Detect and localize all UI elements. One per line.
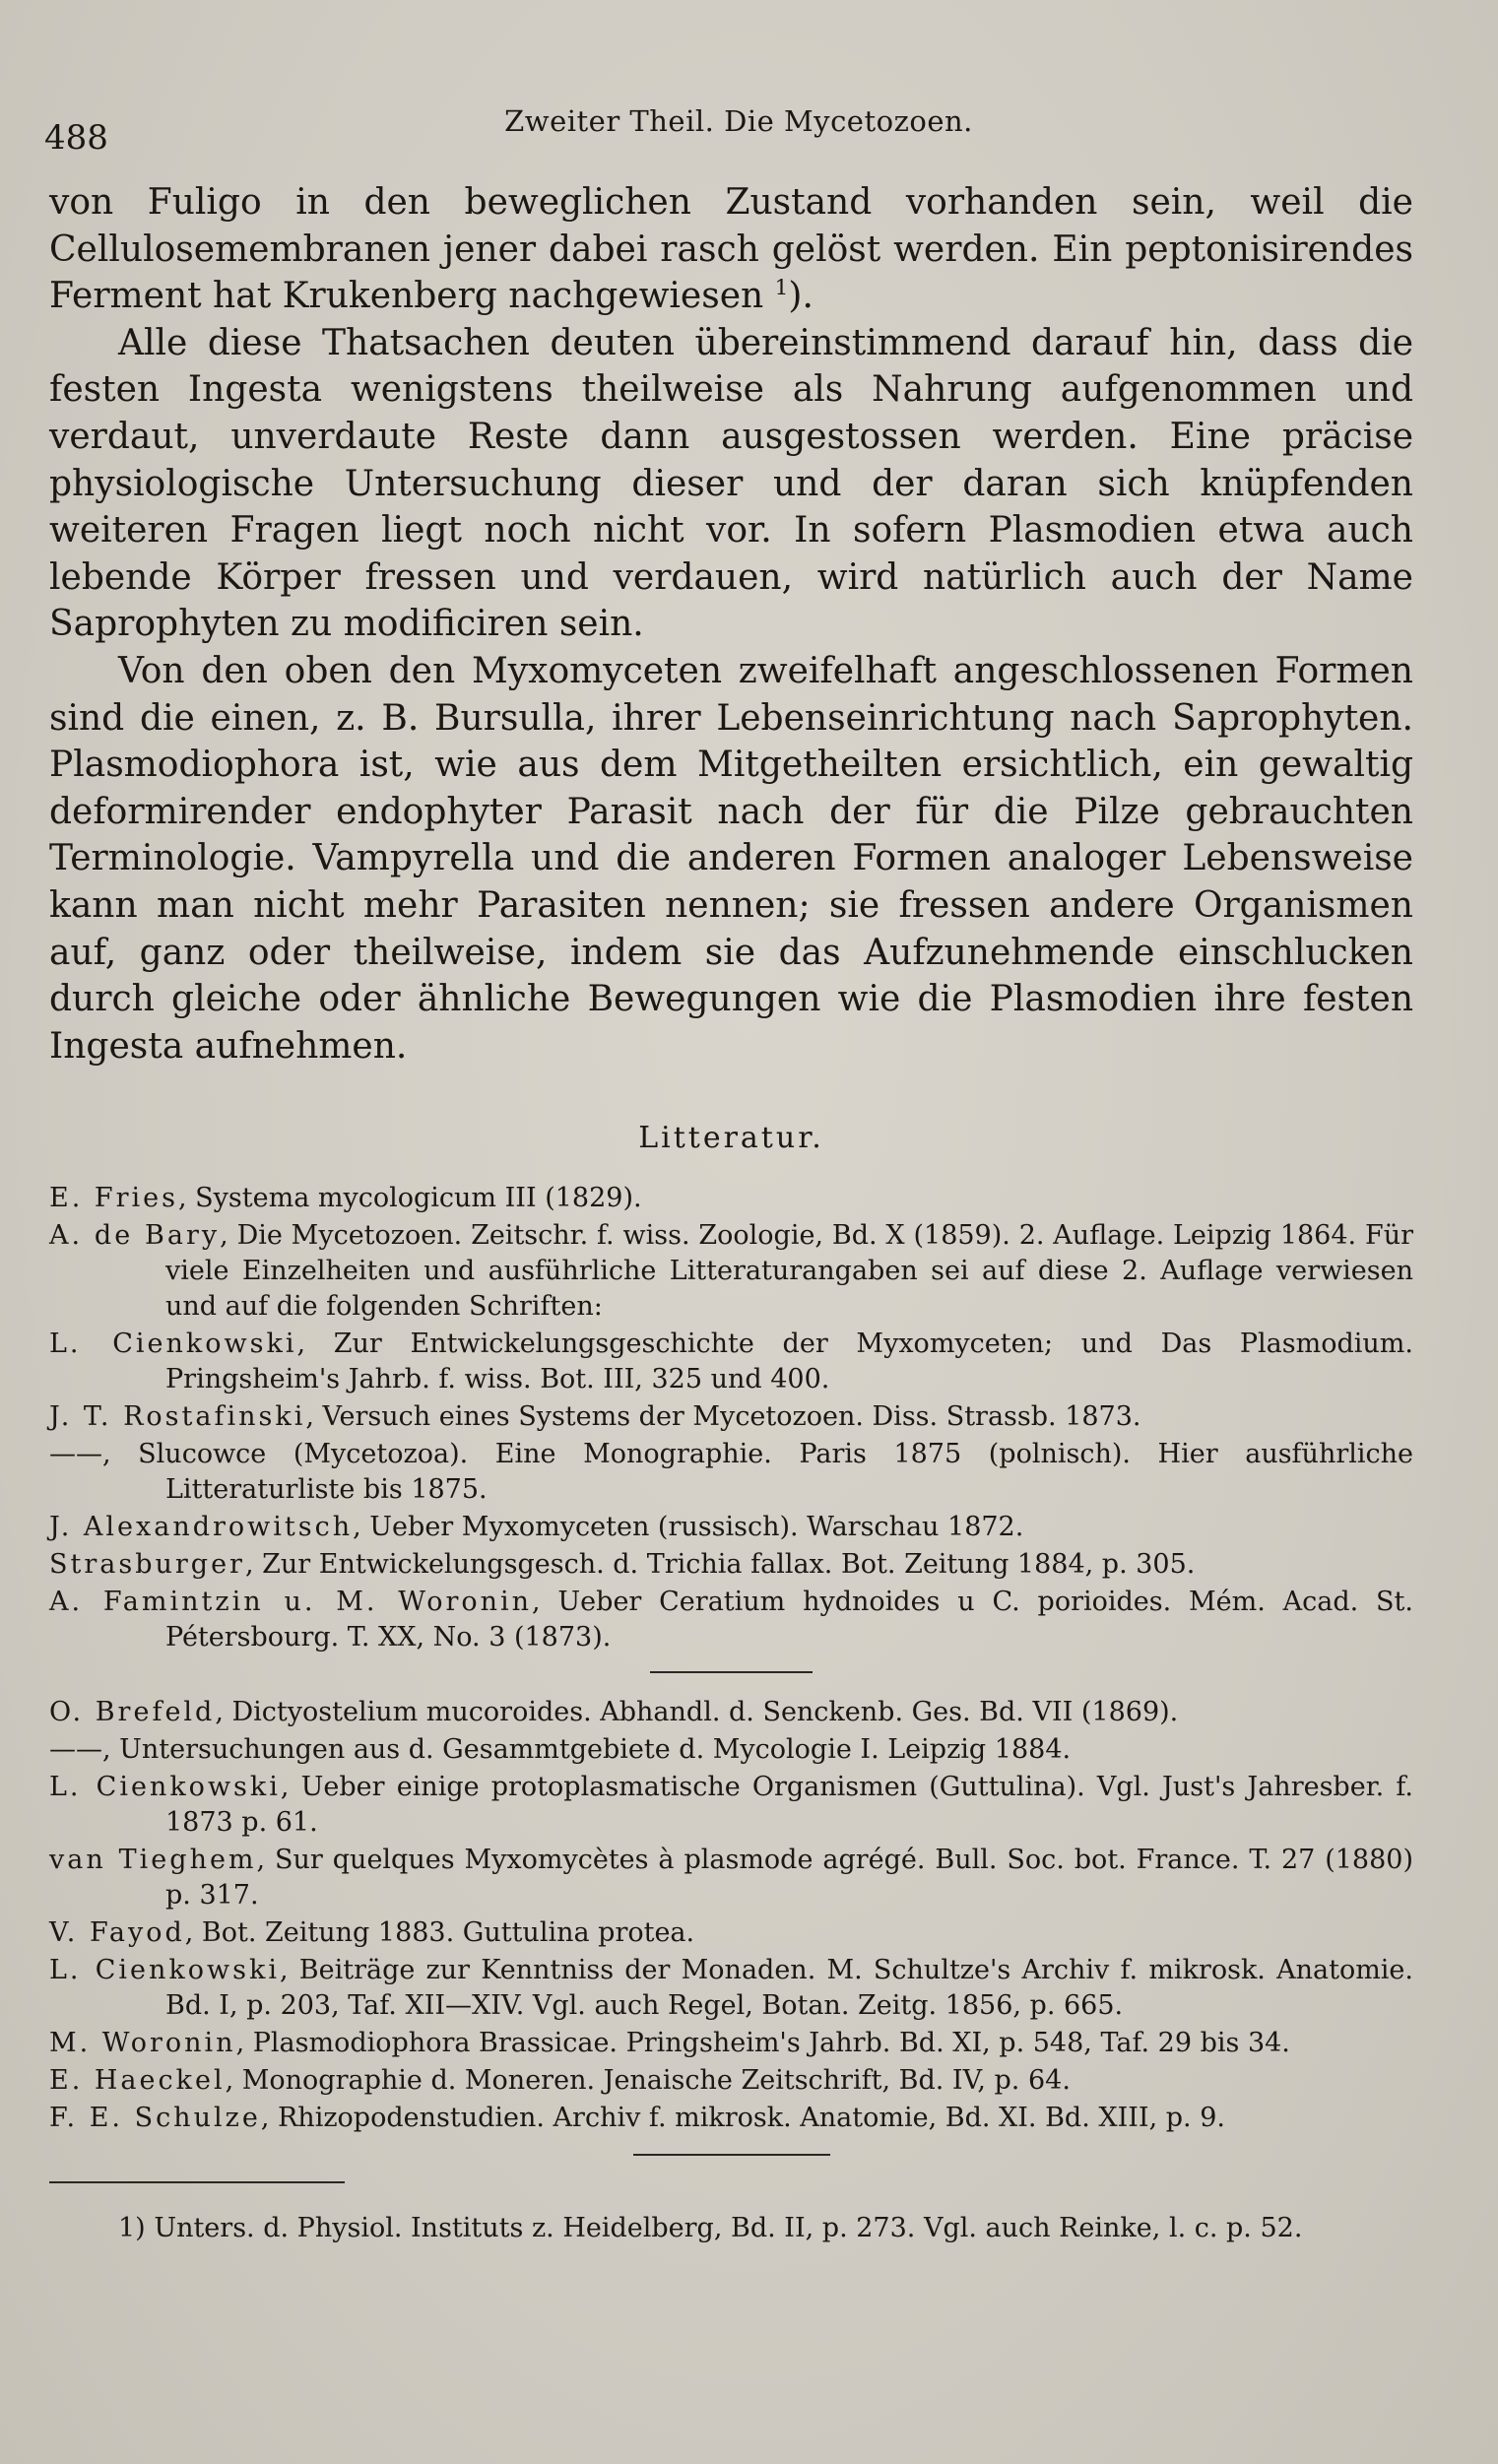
reference-item (49, 1732, 1413, 1768)
reference-author: E. Haeckel (49, 2065, 226, 2097)
reference-item (49, 1399, 1413, 1435)
footnote-marker: 1) (118, 2213, 146, 2244)
page-number: 488 (44, 118, 108, 158)
reference-item (49, 2101, 1413, 2136)
literature-list-2 (49, 1695, 1413, 2136)
paragraph-1-tail: ). (788, 276, 814, 317)
reference-item (49, 2063, 1413, 2099)
reference-author: van Tieghem (49, 1845, 257, 1876)
reference-item (49, 1770, 1413, 1841)
reference-item (49, 1181, 1413, 1216)
paragraph-1 (49, 179, 1413, 320)
section-divider (650, 1671, 813, 1673)
reference-text: , Sur quelques Myxomycètes à plasmode agrégé. Bull. Soc. bot. France. T. 27 (1880) p. 317. (165, 1845, 1414, 1912)
section-divider (633, 2154, 830, 2156)
reference-author: V. Fayod (49, 1917, 185, 1949)
reference-text: , Plasmodiophora Brassicae. Pringsheim's Jahrb. Bd. XI, p. 548, Taf. 29 bis 34. (235, 2028, 1290, 2059)
reference-item (49, 1915, 1413, 1951)
reference-item (49, 1695, 1413, 1730)
reference-item (49, 1327, 1413, 1397)
reference-item (49, 1437, 1413, 1508)
reference-text: , Slucowce (Mycetozoa). Eine Monographie. Paris 1875 (polnisch). Hier ausführliche Litteraturliste bis 1875. (102, 1439, 1413, 1506)
reference-author: L. Cienkowski (49, 1772, 281, 1803)
footnote-ref: 1 (774, 276, 789, 301)
page-header (39, 98, 1438, 158)
reference-author: O. Brefeld (49, 1697, 216, 1728)
reference-text: , Zur Entwickelungsgeschichte der Myxomyceten; und Das Plasmodium. Pringsheim's Jahrb. f. wiss. Bot. III, 325 und 400. (165, 1329, 1413, 1395)
literature-list-1 (49, 1181, 1413, 1655)
reference-author: —— (49, 1734, 102, 1766)
reference-text: , Systema mycologicum III (1829). (178, 1183, 642, 1214)
literature-heading: Litteratur. (638, 1121, 824, 1156)
reference-author: J. Alexandrowitsch (49, 1512, 354, 1543)
paragraph-3: Von den oben den Myxomyceten zweifelhaft angeschlossenen Formen sind die einen, z. B. Bursulla, ihrer Lebenseinrichtung nach Saprophyten. Plasmodiophora ist, wie aus dem Mitgetheilten ersichtlich, ein gewaltig deformirender endophyter Parasit nach der für die Pilze gebrauchten Terminologie. Vampyrella und die anderen Formen analoger Lebensweise kann man nicht mehr Parasiten nennen; sie fressen andere Organismen auf, ganz oder theilweise, indem sie das Aufzunehmende einschlucken durch gleiche oder ähnliche Bewegungen wie die Plasmodien ihre festen Ingesta aufnehmen. (49, 650, 1413, 1067)
paragraph-1-text: von Fuligo in den beweglichen Zustand vorhanden sein, weil die Cellulosemembranen jener dabei rasch gelöst werden. Ein peptonisirendes Ferment hat Krukenberg nachgewiesen (49, 182, 1413, 317)
reference-item (49, 2026, 1413, 2061)
reference-item (49, 1218, 1413, 1325)
reference-text: , Monographie d. Moneren. Jenaische Zeitschrift, Bd. IV, p. 64. (225, 2065, 1071, 2097)
page-body (49, 179, 1413, 2246)
footnote-divider (49, 2181, 345, 2183)
paragraph-2: Alle diese Thatsachen deuten übereinstimmend darauf hin, dass die festen Ingesta wenigstens theilweise als Nahrung aufgenommen und verdaut, unverdaute Reste dann ausgestossen werden. Eine präcise physiologische Untersuchung dieser und der daran sich knüpfenden weiteren Fragen liegt noch nicht vor. In sofern Plasmodien etwa auch lebende Körper fressen und verdauen, wird natürlich auch der Name Saprophyten zu modificiren sein. (49, 322, 1413, 645)
footnote-text: Unters. d. Physiol. Instituts z. Heidelberg, Bd. II, p. 273. Vgl. auch Reinke, l. c. p. 52. (154, 2213, 1303, 2244)
reference-item (49, 1510, 1413, 1545)
reference-item (49, 1953, 1413, 2024)
reference-text: , Die Mycetozoen. Zeitschr. f. wiss. Zoologie, Bd. X (1859). 2. Auflage. Leipzig 1864. Für viele Einzelheiten und ausführliche Litteraturangaben sei auf diese 2. Auflage verwiesen und auf die folgenden Schriften: (165, 1220, 1413, 1323)
reference-author: L. Cienkowski (49, 1329, 297, 1360)
reference-text: , Bot. Zeitung 1883. Guttulina protea. (184, 1917, 695, 1949)
running-head: Zweiter Theil. Die Mycetozoen. (504, 104, 973, 138)
reference-author: J. T. Rostafinski (49, 1401, 306, 1433)
reference-item (49, 1843, 1413, 1913)
reference-author: E. Fries (49, 1183, 178, 1214)
reference-author: L. Cienkowski (49, 1955, 280, 1986)
reference-text: , Versuch eines Systems der Mycetozoen. Diss. Strassb. 1873. (305, 1401, 1141, 1433)
reference-text: , Zur Entwickelungsgesch. d. Trichia fallax. Bot. Zeitung 1884, p. 305. (244, 1549, 1196, 1581)
reference-text: , Rhizopodenstudien. Archiv f. mikrosk. Anatomie, Bd. XI. Bd. XIII, p. 9. (260, 2103, 1225, 2134)
reference-text: , Beiträge zur Kenntniss der Monaden. M. Schultze's Archiv f. mikrosk. Anatomie. Bd. I, p. 203, Taf. XII—XIV. Vgl. auch Regel, Botan. Zeitg. 1856, p. 665. (165, 1955, 1413, 2022)
reference-text: , Untersuchungen aus d. Gesammtgebiete d. Mycologie I. Leipzig 1884. (102, 1734, 1072, 1766)
reference-text: , Ueber Ceratium hydnoides u C. porioides. Mém. Acad. St. Pétersbourg. T. XX, No. 3 (1873). (165, 1587, 1413, 1653)
reference-author: A. Famintzin u. M. Woronin (49, 1587, 533, 1618)
reference-author: —— (49, 1439, 102, 1470)
footnote (49, 2211, 1413, 2246)
reference-text: , Ueber einige protoplasmatische Organismen (Guttulina). Vgl. Just's Jahresber. f. 1873 p. 61. (165, 1772, 1413, 1839)
reference-item (49, 1585, 1413, 1655)
reference-item (49, 1547, 1413, 1583)
reference-text: , Dictyostelium mucoroides. Abhandl. d. Senckenb. Ges. Bd. VII (1869). (215, 1697, 1179, 1728)
reference-author: Strasburger (49, 1549, 245, 1581)
reference-author: M. Woronin (49, 2028, 236, 2059)
reference-author: F. E. Schulze (49, 2103, 261, 2134)
reference-author: A. de Bary (49, 1220, 221, 1252)
reference-text: , Ueber Myxomyceten (russisch). Warschau 1872. (353, 1512, 1024, 1543)
